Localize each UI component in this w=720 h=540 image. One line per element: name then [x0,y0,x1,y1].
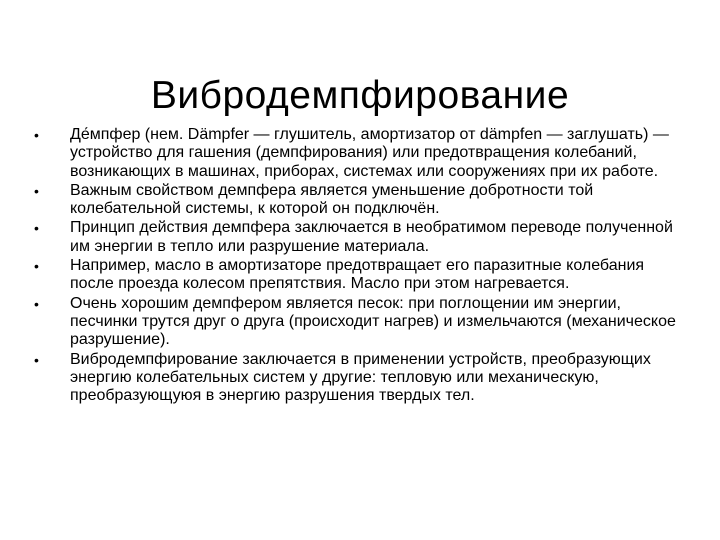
bullet-text: Вибродемпфирование заключается в применении устройств, преобразующих энергию колебательных систем у другие: тепловую или механическую, преобразующуюя в энергию разрушения твердых тел. [70,350,651,405]
bullet-icon: • [34,258,39,275]
bullet-item [34,126,684,181]
bullet-icon: • [34,220,39,237]
bullet-icon: • [34,182,39,199]
bullet-icon: • [34,351,39,368]
bullet-text: Очень хорошим демпфером является песок: при поглощении им энергии, песчинки трутся друг о друга (происходит нагрев) и измельчаются (механическое разрушение). [70,294,676,349]
bullet-item [34,182,684,219]
bullet-text: Например, масло в амортизаторе предотвращает его паразитные колебания после проезда колесом препятствия. Масло при этом нагревается. [70,257,645,293]
bullet-item [34,295,684,350]
bullet-list [34,126,684,406]
bullet-icon: • [34,127,39,143]
bullet-text: Принцип действия демпфера заключается в необратимом переводе полученной им энергии в тепло или разрушение материала. [70,219,673,255]
slide-title: Вибродемпфирование [150,74,570,118]
bullet-item [34,351,684,406]
bullet-icon: • [34,295,39,312]
bullet-text: Важным свойством демпфера является уменьшение добротности той колебательной системы, к которой он подключён. [70,181,594,218]
bullet-item [34,219,684,256]
bullet-text: Де́мпфер (нем. Dämpfer — глушитель, амортизатор от dämpfen — заглушать) — устройство для гашения (демпфирования) или предотвращения колебаний, возникающих в машинах, приборах, системах или сооружениях при их работе. [70,126,669,180]
bullet-item [34,257,684,294]
